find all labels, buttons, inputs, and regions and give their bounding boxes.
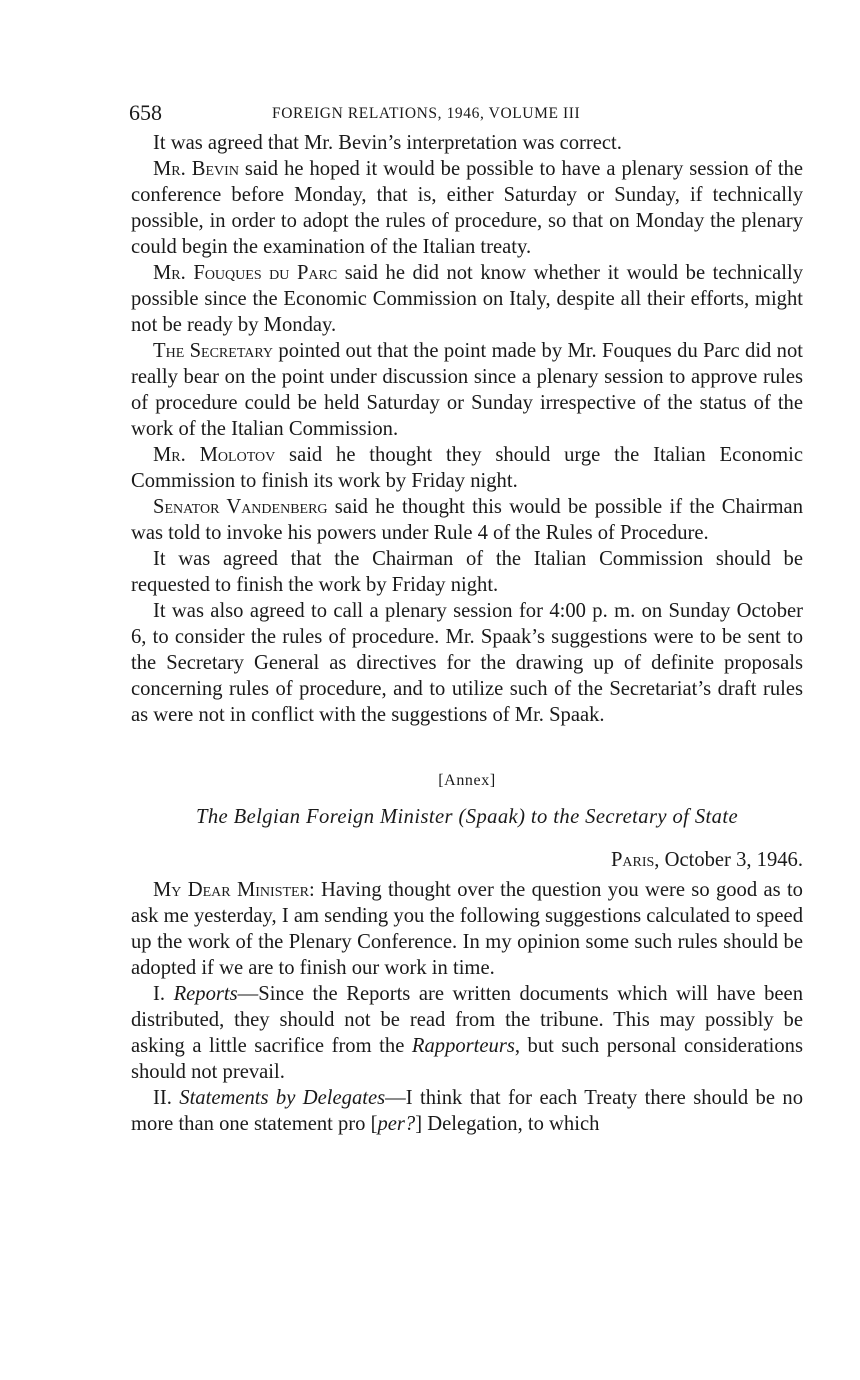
dateline-place: Paris: [610, 849, 655, 871]
paragraph-text: —I think that for each Treaty there should be no more than one statement pro [: [131, 1087, 803, 1135]
paragraph-text: It was agreed that Mr. Bevin’s interpretation was correct.: [153, 132, 622, 154]
paragraph-text: pointed out that the point made by Mr. Fouques du Parc did not really bear on the point under discussion since a plenary session to approve rules of procedure could be held Saturday or Sunday irrespective of the status of the work of the Italian Commission.: [131, 340, 804, 440]
letter-paragraph: [131, 877, 803, 981]
paragraph-text: said he thought they should urge the Italian Economic Commission to finish its work by Friday night.: [131, 444, 803, 492]
paragraph-text: said he thought this would be possible if the Chairman was told to invoke his powers under Rule 4 of the Rules of Procedure.: [131, 496, 803, 544]
dateline: [131, 847, 803, 873]
annex-label: [Annex]: [438, 772, 496, 789]
item-heading: Statements by Delegates: [179, 1087, 386, 1109]
paragraph: [131, 494, 803, 546]
speaker-name: Mr. Molotov: [153, 444, 276, 466]
page-number: 658: [129, 100, 162, 125]
italic-term: Rapporteurs: [411, 1035, 515, 1057]
paragraph-text: said he hoped it would be possible to have a plenary session of the conference before Monday, that is, either Saturday or Sunday, if technically possible, in order to adopt the rules of procedure, so that on Monday the plenary could begin the examination of the Italian treaty.: [131, 158, 803, 258]
paragraph-text: It was also agreed to call a plenary session for 4:00 p. m. on Sunday October 6, to consider the rules of procedure. Mr. Spaak’s suggestions were to be sent to the Secretary General as directives for the drawing up of definite proposals concerning rules of procedure, and to utilize such of the Secretariat’s draft rules as were not in conflict with the suggestions of Mr. Spaak.: [131, 600, 803, 726]
running-title: FOREIGN RELATIONS, 1946, VOLUME III: [272, 105, 581, 122]
page-header: [131, 96, 803, 130]
item-number: II.: [153, 1087, 180, 1109]
document-page: [131, 96, 803, 1137]
paragraph: [131, 338, 803, 442]
paragraph: [131, 156, 803, 260]
paragraph: [131, 260, 803, 338]
item-heading: Reports: [173, 983, 238, 1005]
paragraph-text: said he did not know whether it would be technically possible since the Economic Commission on Italy, despite all their efforts, might not be ready by Monday.: [131, 262, 803, 336]
paragraph: [131, 598, 803, 728]
paragraph: [131, 130, 803, 156]
speaker-name: The Secretary: [153, 340, 274, 362]
paragraph-text: It was agreed that the Chairman of the Italian Commission should be requested to finish the work by Friday night.: [131, 548, 803, 596]
speaker-name: Mr. Bevin: [153, 158, 239, 180]
paragraph: [131, 442, 803, 494]
letter-item: [131, 981, 803, 1085]
item-number: I.: [153, 983, 174, 1005]
paragraph-text: : Having thought over the question you were so good as to ask me yesterday, I am sending you the following suggestions calculated to speed up the work of the Plenary Conference. In my opinion some such rules should be adopted if we are to finish our work in time.: [131, 879, 803, 979]
letter-item: [131, 1085, 803, 1137]
dateline-date: , October 3, 1946.: [654, 849, 803, 871]
paragraph-text: ] Delegation, to which: [415, 1113, 600, 1135]
paragraph: [131, 546, 803, 598]
paragraph-text: , but such personal considerations should not prevail.: [131, 1035, 803, 1083]
speaker-name: Mr. Fouques du Parc: [153, 262, 338, 284]
italic-term: per?: [377, 1113, 416, 1135]
document-title: The Belgian Foreign Minister (Spaak) to the Secretary of State: [195, 806, 738, 828]
speaker-name: Senator Vandenberg: [153, 496, 328, 518]
salutation: My Dear Minister: [153, 879, 309, 901]
paragraph-text: —Since the Reports are written documents which will have been distributed, they should not be read from the tribune. This may possibly be asking a little sacrifice from the: [131, 983, 803, 1057]
